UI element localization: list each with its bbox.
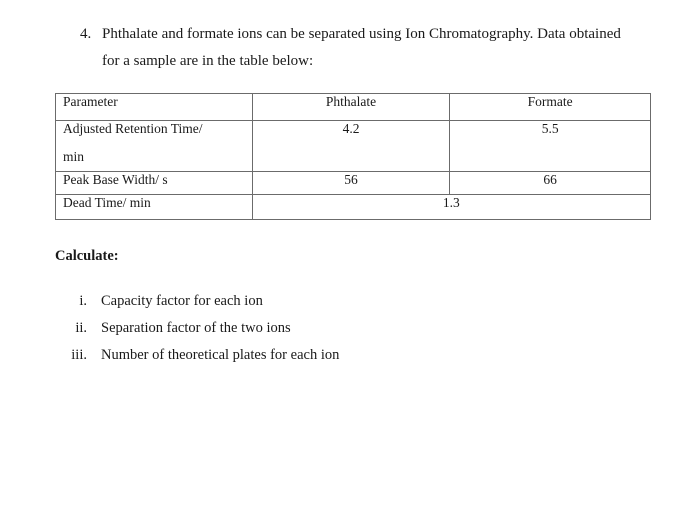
- list-numeral: i.: [79, 293, 87, 309]
- cell-phthalate-retention: 4.2: [252, 121, 450, 172]
- question-text-1: Phthalate and formate ions can be separated using Ion Chromatography. Data obtained: [102, 26, 621, 42]
- table-row: [56, 121, 651, 172]
- data-table: [55, 93, 651, 220]
- question-number: 4.: [80, 26, 92, 42]
- cell-phthalate-width: 56: [252, 172, 450, 195]
- row-label-dead-time: Dead Time/ min: [56, 195, 253, 220]
- row-label-peak-width: Peak Base Width/ s: [56, 172, 253, 195]
- header-phthalate: Phthalate: [252, 94, 450, 121]
- list-text: Capacity factor for each ion: [101, 293, 263, 309]
- table-row: [56, 172, 651, 195]
- list-numeral: iii.: [71, 347, 87, 363]
- row-label-text: Adjusted Retention Time/: [63, 121, 203, 136]
- question-text-2: for a sample are in the table below:: [102, 53, 314, 69]
- header-parameter: Parameter: [56, 94, 253, 121]
- table-row: [56, 195, 651, 220]
- table-header-row: [56, 94, 651, 121]
- question-line-1: [80, 26, 621, 43]
- calculate-heading: Calculate:: [55, 248, 119, 264]
- cell-formate-retention: 5.5: [450, 121, 651, 172]
- list-numeral: ii.: [75, 320, 87, 336]
- list-text: Number of theoretical plates for each ion: [101, 347, 340, 363]
- cell-formate-width: 66: [450, 172, 651, 195]
- header-formate: Formate: [450, 94, 651, 121]
- cell-dead-time: 1.3: [252, 195, 650, 220]
- row-label-unit: min: [63, 149, 85, 164]
- row-label-retention-time: [56, 121, 253, 172]
- list-text: Separation factor of the two ions: [101, 320, 291, 336]
